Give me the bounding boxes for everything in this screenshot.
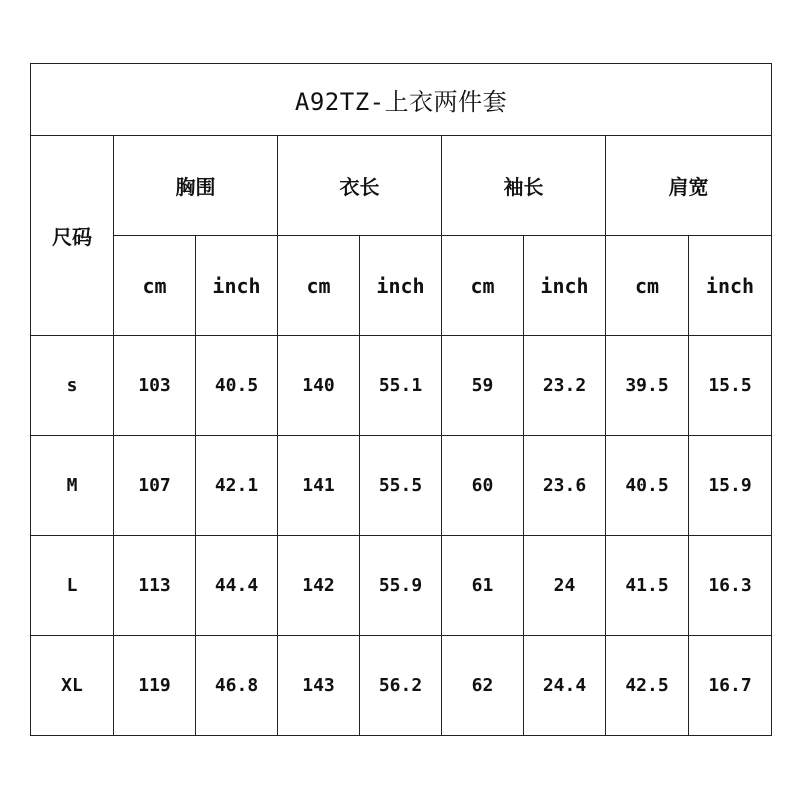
value-cell: 107 bbox=[114, 436, 196, 536]
value-cell: 42.1 bbox=[196, 436, 278, 536]
unit-header: cm bbox=[442, 236, 524, 336]
value-cell: 41.5 bbox=[606, 536, 689, 636]
value-cell: 55.1 bbox=[360, 336, 442, 436]
value-cell: 61 bbox=[442, 536, 524, 636]
value-cell: 15.5 bbox=[689, 336, 772, 436]
value-cell: 62 bbox=[442, 636, 524, 736]
unit-header: cm bbox=[278, 236, 360, 336]
value-cell: 40.5 bbox=[196, 336, 278, 436]
group-header-chest: 胸围 bbox=[114, 136, 278, 236]
value-cell: 42.5 bbox=[606, 636, 689, 736]
size-cell: XL bbox=[31, 636, 114, 736]
size-cell: s bbox=[31, 336, 114, 436]
value-cell: 140 bbox=[278, 336, 360, 436]
value-cell: 55.5 bbox=[360, 436, 442, 536]
table-row bbox=[31, 336, 772, 436]
value-cell: 56.2 bbox=[360, 636, 442, 736]
value-cell: 60 bbox=[442, 436, 524, 536]
value-cell: 24 bbox=[524, 536, 606, 636]
table-row bbox=[31, 536, 772, 636]
table-row bbox=[31, 636, 772, 736]
unit-header: inch bbox=[524, 236, 606, 336]
value-cell: 55.9 bbox=[360, 536, 442, 636]
size-chart-table bbox=[30, 63, 772, 736]
unit-header: cm bbox=[114, 236, 196, 336]
value-cell: 143 bbox=[278, 636, 360, 736]
unit-header: cm bbox=[606, 236, 689, 336]
value-cell: 23.2 bbox=[524, 336, 606, 436]
size-cell: L bbox=[31, 536, 114, 636]
value-cell: 119 bbox=[114, 636, 196, 736]
unit-header: inch bbox=[689, 236, 772, 336]
value-cell: 103 bbox=[114, 336, 196, 436]
group-header-shoulder: 肩宽 bbox=[606, 136, 772, 236]
value-cell: 113 bbox=[114, 536, 196, 636]
value-cell: 46.8 bbox=[196, 636, 278, 736]
group-header-length: 衣长 bbox=[278, 136, 442, 236]
value-cell: 39.5 bbox=[606, 336, 689, 436]
size-column-header: 尺码 bbox=[31, 136, 114, 336]
table-title: A92TZ-上衣两件套 bbox=[31, 64, 772, 136]
size-cell: M bbox=[31, 436, 114, 536]
value-cell: 24.4 bbox=[524, 636, 606, 736]
value-cell: 141 bbox=[278, 436, 360, 536]
unit-header: inch bbox=[360, 236, 442, 336]
unit-header: inch bbox=[196, 236, 278, 336]
value-cell: 40.5 bbox=[606, 436, 689, 536]
table-row bbox=[31, 436, 772, 536]
value-cell: 23.6 bbox=[524, 436, 606, 536]
group-header-sleeve: 袖长 bbox=[442, 136, 606, 236]
value-cell: 16.3 bbox=[689, 536, 772, 636]
value-cell: 59 bbox=[442, 336, 524, 436]
value-cell: 16.7 bbox=[689, 636, 772, 736]
value-cell: 142 bbox=[278, 536, 360, 636]
value-cell: 44.4 bbox=[196, 536, 278, 636]
value-cell: 15.9 bbox=[689, 436, 772, 536]
